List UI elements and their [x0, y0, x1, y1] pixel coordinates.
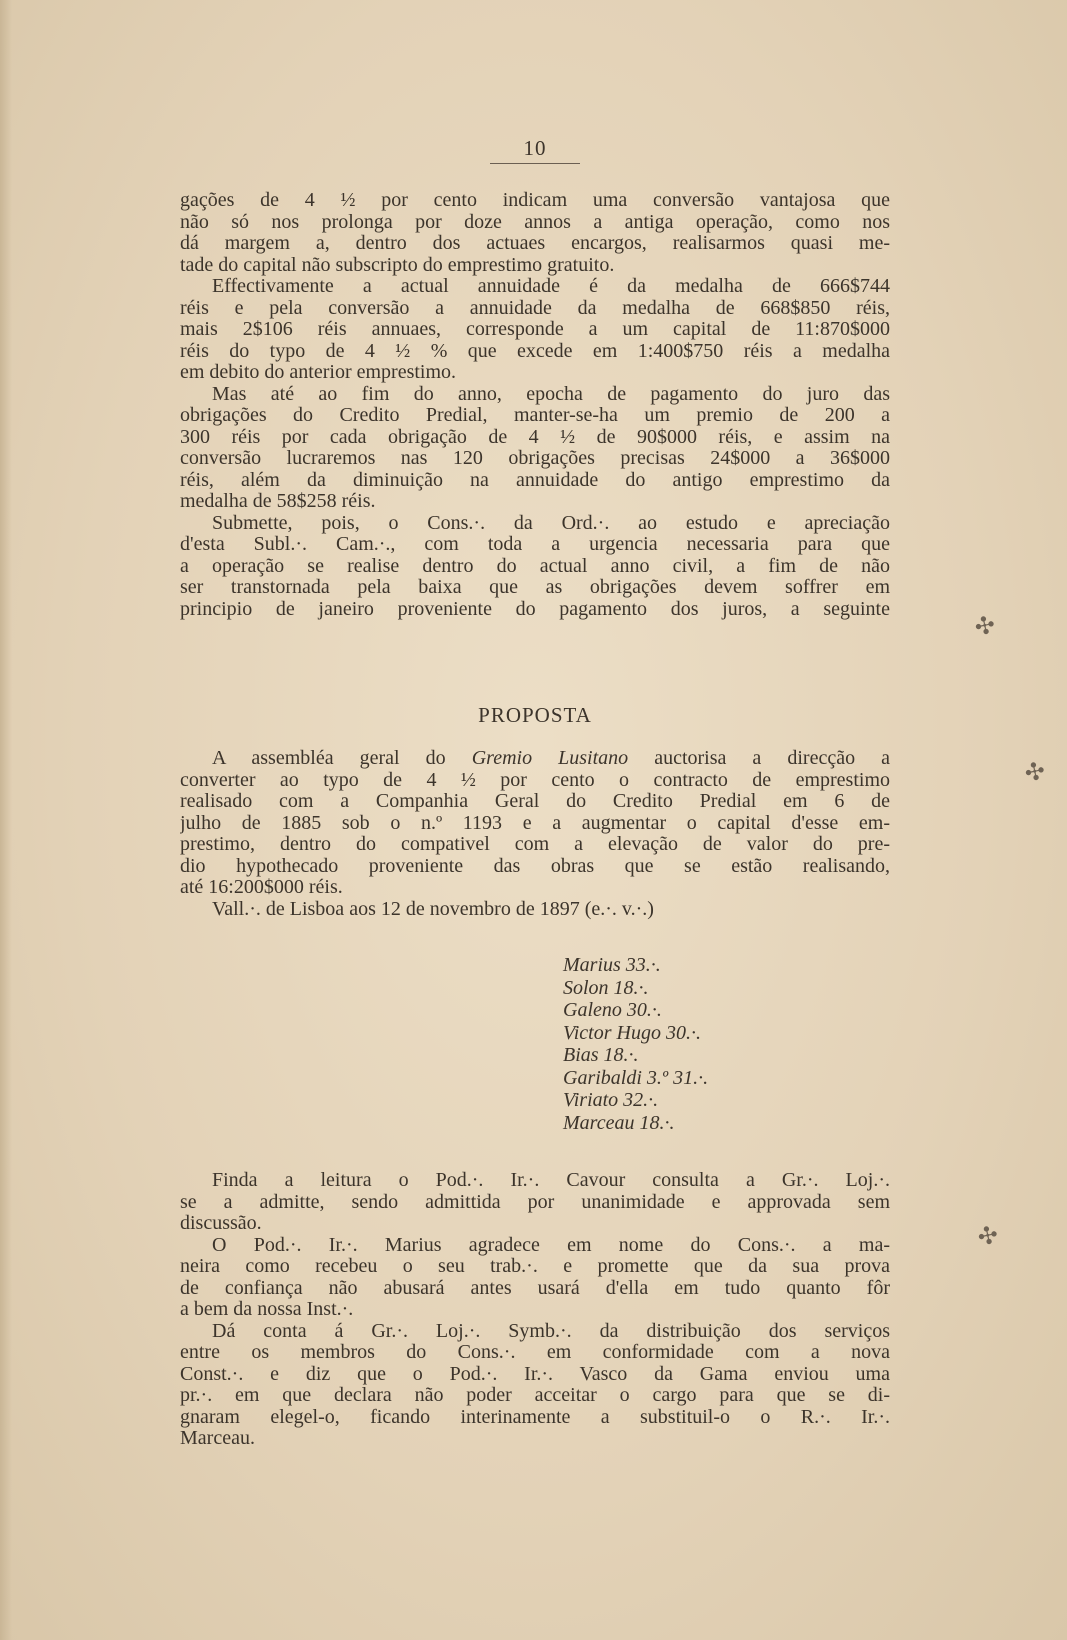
- signature: Galeno 30.·.: [563, 999, 662, 1021]
- text-line: O Pod.·. Ir.·. Marius agradece em nome do Cons.·. a ma-: [212, 1234, 890, 1256]
- text-line: não só nos prolonga por doze annos a antiga operação, como nos: [180, 211, 890, 233]
- text-line: réis e pela conversão a annuidade da medalha de 668$850 réis,: [180, 297, 890, 319]
- page-edge-shadow: [0, 0, 12, 1640]
- text-line: Marceau.: [180, 1428, 255, 1449]
- text-line: discussão.: [180, 1213, 262, 1234]
- signature: Garibaldi 3.º 31.·.: [563, 1066, 709, 1089]
- text-line: medalha de 58$258 réis.: [180, 491, 376, 512]
- text-line: a operação se realise dentro do actual anno civil, a fim de não: [180, 555, 890, 577]
- dateline: Vall.·. de Lisboa aos 12 de novembro de 1897 (e.·. v.·.): [212, 898, 654, 920]
- text-line: [180, 748, 890, 770]
- text-line: Dá conta á Gr.·. Loj.·. Symb.·. da distribuição dos serviços: [212, 1320, 890, 1342]
- text-line: dio hypothecado proveniente das obras que se estão realisando,: [180, 855, 890, 877]
- signature: Marceau 18.·.: [563, 1111, 675, 1134]
- text-line: até 16:200$000 réis.: [180, 877, 343, 898]
- signature-list: [563, 954, 708, 1134]
- proposal-heading: PROPOSTA: [478, 703, 592, 727]
- proposal-line-start: A assembléa geral do: [212, 748, 472, 769]
- text-line: mais 2$106 réis annuaes, corresponde a um capital de 11:870$000: [180, 319, 890, 340]
- text-line: dá margem a, dentro dos actuaes encargos, realisarmos quasi me-: [180, 233, 890, 254]
- signature: Marius 33.·.: [563, 954, 661, 976]
- text-line: entre os membros do Cons.·. em conformidade com a nova: [180, 1342, 890, 1363]
- text-line: réis, além da diminuição na annuidade do antigo emprestimo da: [180, 469, 890, 491]
- signature: Viriato 32.·.: [563, 1089, 659, 1111]
- text-line: gnaram elegel-o, ficando interinamente a substituil-o o R.·. Ir.·.: [180, 1406, 890, 1428]
- text-line: em debito do anterior emprestimo.: [180, 362, 457, 383]
- margin-ink-mark: ✣: [972, 612, 998, 642]
- margin-ink-mark: ✣: [975, 1222, 1001, 1252]
- text-line: tade do capital não subscripto do emprestimo gratuito.: [180, 254, 615, 276]
- text-line: conversão lucraremos nas 120 obrigações precisas 24$000 a 36$000: [180, 448, 890, 469]
- text-line: converter ao typo de 4 ½ por cento o contracto de emprestimo: [180, 769, 890, 791]
- text-line: Mas até ao fim do anno, epocha de pagamento do juro das: [212, 383, 890, 405]
- text-line: neira como recebeu o seu trab.·. e promette que da sua prova: [180, 1256, 890, 1277]
- text-line: 300 réis por cada obrigação de 4 ½ de 90$000 réis, e assim na: [180, 426, 890, 448]
- society-name: Gremio Lusitano: [471, 748, 629, 769]
- text-line: ser transtornada pela baixa que as obrigações devem soffrer em: [180, 577, 890, 598]
- text-line: réis do typo de 4 ½ % que excede em 1:400$750 réis a medalha: [180, 340, 890, 362]
- text-line: Const.·. e diz que o Pod.·. Ir.·. Vasco da Gama enviou uma: [180, 1363, 890, 1385]
- text-line: se a admitte, sendo admittida por unanimidade e approvada sem: [180, 1191, 890, 1213]
- text-line: obrigações do Credito Predial, manter-se-ha um premio de 200 a: [180, 405, 890, 426]
- text-line: gações de 4 ½ por cento indicam uma conversão vantajosa que: [180, 190, 890, 211]
- text-line: Finda a leitura o Pod.·. Ir.·. Cavour consulta a Gr.·. Loj.·.: [212, 1170, 890, 1191]
- text-line: julho de 1885 sob o n.º 1193 e a augmentar o capital d'esse em-: [180, 812, 890, 834]
- body-text-top: [180, 190, 890, 620]
- margin-ink-mark: ✣: [1022, 758, 1048, 788]
- text-line: Effectivamente a actual annuidade é da medalha de 666$744: [212, 276, 890, 297]
- text-line: pr.·. em que declara não poder acceitar o cargo para que se di-: [180, 1385, 890, 1406]
- signature: Bias 18.·.: [563, 1044, 639, 1066]
- proposal-line-end: auctorisa a direcção a: [628, 748, 890, 769]
- header-rule: [490, 163, 580, 164]
- text-line: d'esta Subl.·. Cam.·., com toda a urgencia necessaria para que: [180, 534, 890, 555]
- text-line: de confiança não abusará antes usará d'ella em tudo quanto fôr: [180, 1277, 890, 1299]
- signature: Victor Hugo 30.·.: [563, 1021, 701, 1044]
- page-number: 10: [523, 136, 547, 160]
- body-text-bottom: [180, 1170, 890, 1450]
- text-line: principio de janeiro proveniente do pagamento dos juros, a seguinte: [180, 598, 890, 620]
- text-line: realisado com a Companhia Geral do Credito Predial em 6 de: [180, 791, 890, 812]
- text-line: Submette, pois, o Cons.·. da Ord.·. ao estudo e apreciação: [212, 512, 890, 534]
- proposal-text: [180, 748, 890, 920]
- text-line: prestimo, dentro do compativel com a elevação de valor do pre-: [180, 834, 890, 855]
- signature: Solon 18.·.: [563, 976, 649, 999]
- text-line: a bem da nossa Inst.·.: [180, 1299, 354, 1320]
